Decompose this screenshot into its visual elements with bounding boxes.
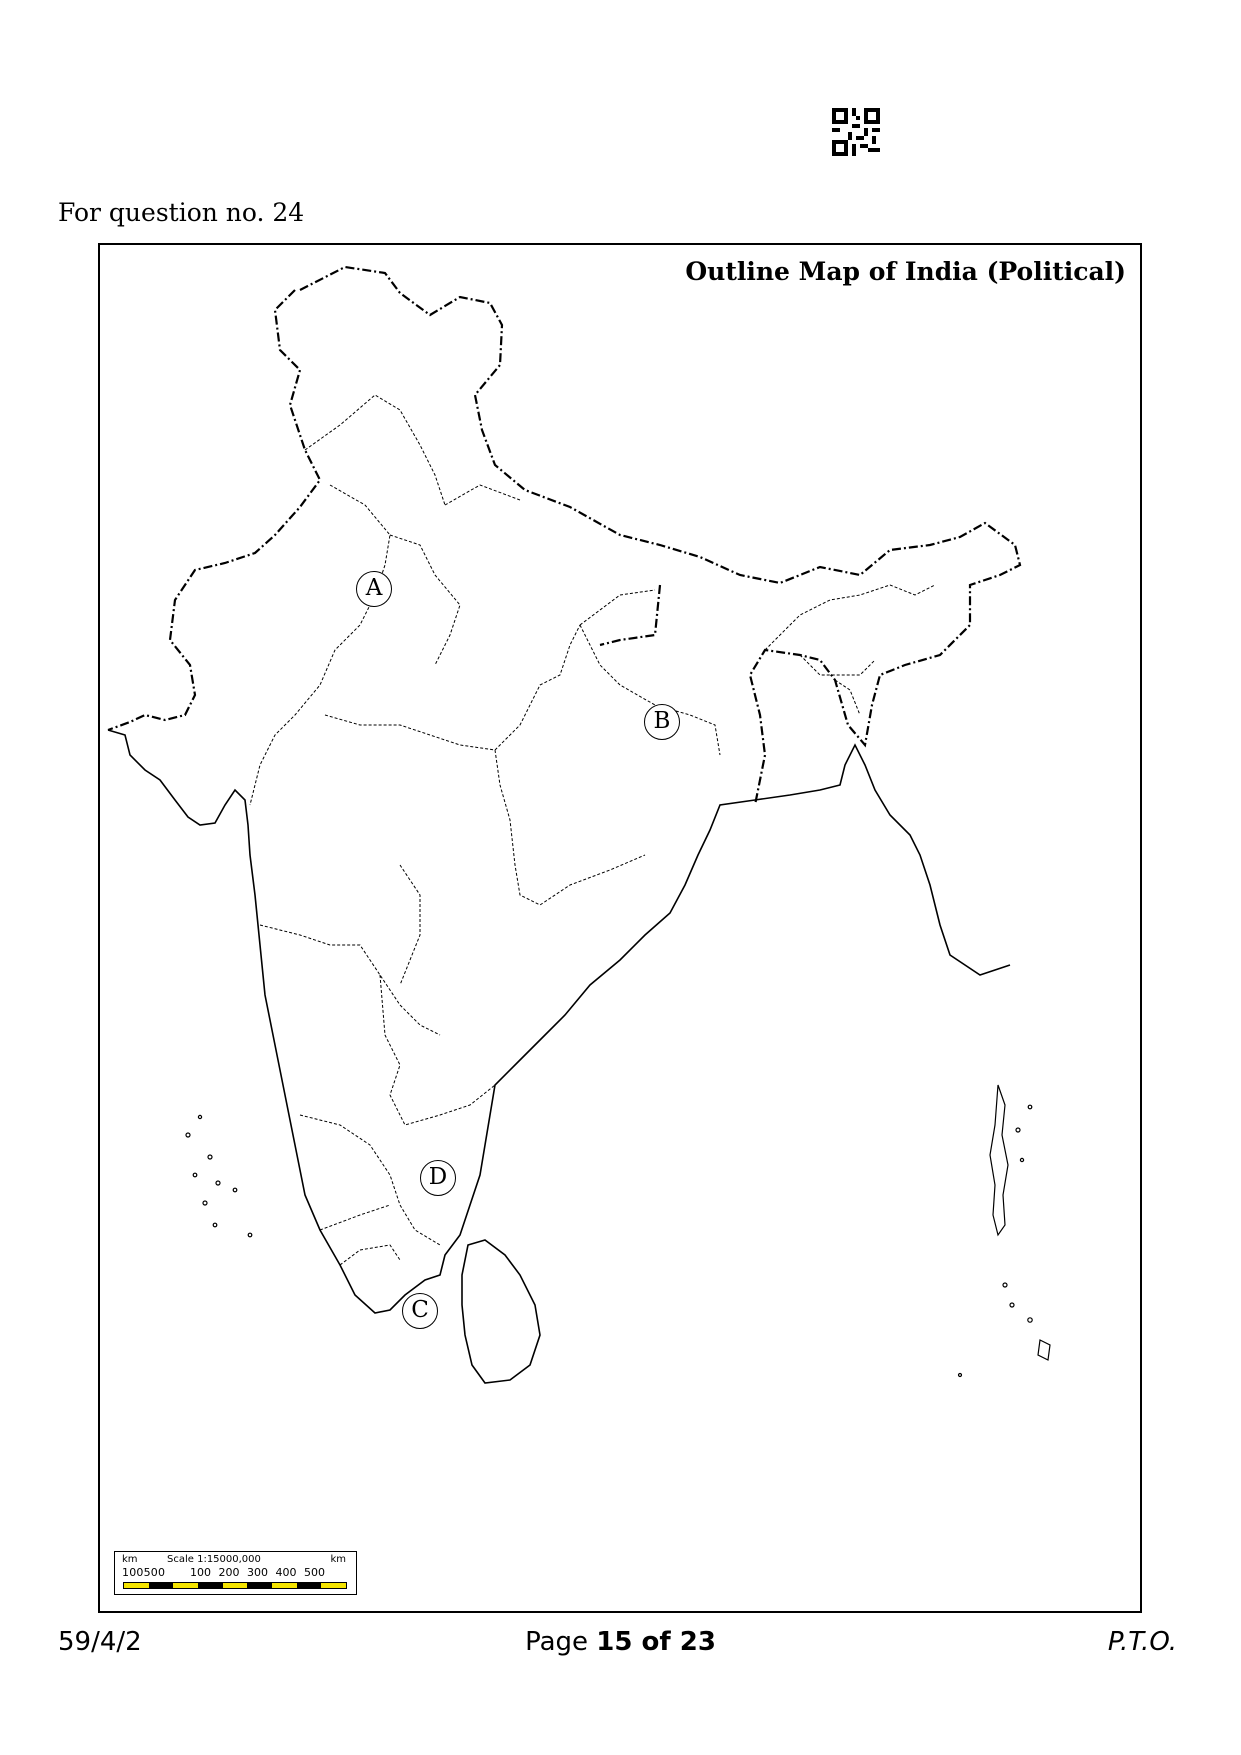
scale-bar <box>123 1582 347 1589</box>
map-frame <box>98 243 1142 1613</box>
map-marker-d: D <box>420 1160 456 1196</box>
india-outline-map <box>100 245 1140 1611</box>
paper-code: 59/4/2 <box>58 1627 142 1657</box>
scale-bar-segment <box>124 1583 149 1588</box>
scale-ticks-left: 100500 <box>122 1566 166 1579</box>
scale-bar-segment <box>149 1583 174 1588</box>
scale-unit-left: km <box>122 1554 138 1565</box>
scale-bar-segment <box>223 1583 248 1588</box>
page-current: 15 <box>596 1627 633 1657</box>
coastline <box>108 730 1010 1313</box>
scale-bar-segment <box>247 1583 272 1588</box>
state-boundaries <box>250 395 935 1265</box>
map-marker-a: A <box>356 571 392 607</box>
map-marker-b: B <box>644 704 680 740</box>
scale-bar-segment <box>321 1583 346 1588</box>
scale-unit-right: km <box>330 1554 346 1565</box>
map-marker-c: C <box>402 1293 438 1329</box>
lakshadweep-islands <box>186 1115 252 1236</box>
international-boundary <box>108 267 1020 805</box>
sri-lanka-outline <box>462 1240 540 1383</box>
scale-ticks-right: 100 200 300 400 500 <box>190 1566 325 1579</box>
map-scale <box>114 1551 357 1595</box>
page-total: 23 <box>679 1627 716 1657</box>
scale-bar-segment <box>297 1583 322 1588</box>
page-prefix: Page <box>525 1627 597 1657</box>
pto-label: P.T.O. <box>1107 1627 1177 1657</box>
scale-bar-segment <box>198 1583 223 1588</box>
scale-bar-segment <box>272 1583 297 1588</box>
question-reference: For question no. 24 <box>58 198 305 227</box>
scale-bar-segment <box>173 1583 198 1588</box>
scale-title: Scale 1:15000,000 <box>167 1554 261 1565</box>
qr-code-icon <box>832 108 880 156</box>
page-number <box>0 1627 1241 1657</box>
map-title: Outline Map of India (Political) <box>685 257 1126 286</box>
andaman-nicobar-islands <box>959 1085 1051 1377</box>
page-of: of <box>632 1627 680 1657</box>
